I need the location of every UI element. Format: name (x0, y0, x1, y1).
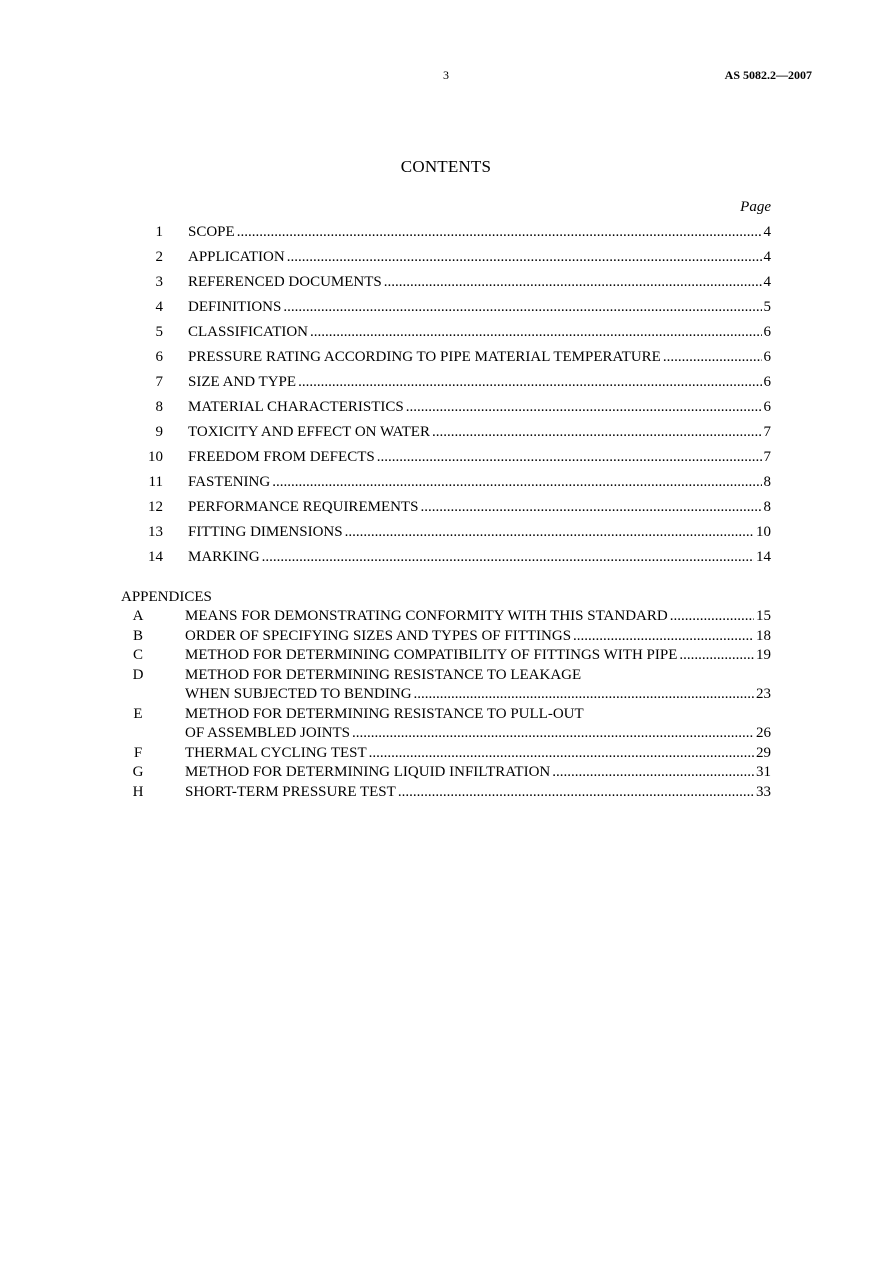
section-title: APPLICATION (188, 249, 285, 265)
dot-leader (237, 220, 762, 245)
dot-leader (310, 320, 761, 345)
appendix-title: ORDER OF SPECIFYING SIZES AND TYPES OF FITTINGS (185, 627, 572, 644)
appendices-heading: APPENDICES (121, 589, 212, 605)
appendix-page: 31 (756, 764, 771, 780)
section-number: 4 (155, 299, 163, 315)
dot-leader (679, 646, 754, 666)
section-number: 9 (155, 424, 163, 440)
appendix-page: 33 (756, 783, 771, 800)
section-title: CLASSIFICATION (188, 324, 309, 340)
dot-leader (298, 370, 761, 395)
section-page: 7 (763, 449, 771, 465)
dot-leader (287, 245, 762, 270)
section-page: 5 (763, 299, 771, 315)
toc-entry[interactable] (0, 545, 892, 570)
toc-entry[interactable] (0, 420, 892, 445)
dot-leader (262, 545, 754, 570)
section-number: 10 (148, 449, 163, 465)
appendix-page: 23 (756, 686, 771, 702)
section-title: SIZE AND TYPE (188, 374, 297, 390)
section-page: 6 (763, 324, 771, 340)
appendix-page: 15 (756, 608, 771, 624)
appendix-title: METHOD FOR DETERMINING COMPATIBILITY OF FITTINGS WITH PIPE (185, 647, 678, 663)
standard-number: AS 5082.2—2007 (724, 68, 812, 82)
dot-leader (406, 395, 762, 420)
appendix-page: 29 (756, 744, 771, 761)
section-number: 5 (155, 324, 163, 340)
dot-leader (663, 345, 762, 370)
dot-leader (345, 520, 754, 545)
appendix-title: OF ASSEMBLED JOINTS (185, 725, 351, 741)
page-column-label: Page (740, 199, 771, 215)
section-number: 13 (148, 524, 163, 540)
page-title: CONTENTS (400, 157, 492, 176)
section-number: 14 (148, 549, 163, 565)
page-number: 3 (443, 68, 449, 82)
dot-leader (352, 724, 754, 744)
toc-entry[interactable] (0, 345, 892, 370)
section-number: 12 (148, 499, 163, 515)
appendix-letter: F (133, 744, 143, 761)
dot-leader (670, 607, 754, 627)
dot-leader (283, 295, 761, 320)
appendix-title: METHOD FOR DETERMINING LIQUID INFILTRATION (185, 764, 551, 780)
section-title: DEFINITIONS (188, 299, 282, 315)
appendix-page: 26 (756, 725, 771, 741)
section-title: MARKING (188, 549, 260, 565)
appendix-title-line1: METHOD FOR DETERMINING RESISTANCE TO LEAKAGE (185, 666, 582, 683)
section-page: 4 (763, 274, 771, 290)
section-title: FREEDOM FROM DEFECTS (188, 449, 375, 465)
dot-leader (420, 495, 761, 520)
section-title: REFERENCED DOCUMENTS (188, 274, 382, 290)
toc-entry[interactable] (0, 445, 892, 470)
dot-leader (369, 744, 754, 764)
toc-entry[interactable] (0, 270, 892, 295)
dot-leader (432, 420, 762, 445)
toc-entry[interactable] (0, 320, 892, 345)
appendix-letter: A (132, 608, 144, 624)
section-title: MATERIAL CHARACTERISTICS (188, 399, 404, 415)
section-number: 1 (155, 224, 163, 240)
section-title: PERFORMANCE REQUIREMENTS (188, 499, 419, 515)
dot-leader (272, 470, 761, 495)
appendix-page: 19 (756, 647, 771, 663)
dot-leader (398, 783, 754, 803)
section-page: 8 (763, 499, 771, 515)
section-page: 6 (763, 399, 771, 415)
appendix-title: SHORT-TERM PRESSURE TEST (185, 783, 396, 800)
section-page: 8 (763, 474, 771, 490)
toc-entry[interactable] (0, 245, 892, 270)
section-number: 8 (155, 399, 163, 415)
appendix-letter: D (132, 666, 144, 683)
section-title: PRESSURE RATING ACCORDING TO PIPE MATERIAL TEMPERATURE (188, 349, 661, 365)
appendix-title-line1: METHOD FOR DETERMINING RESISTANCE TO PULL-OUT (185, 705, 584, 722)
section-page: 7 (763, 424, 771, 440)
section-number: 11 (148, 474, 163, 490)
section-number: 2 (155, 249, 163, 265)
toc-entry[interactable] (0, 295, 892, 320)
appendix-title: MEANS FOR DEMONSTRATING CONFORMITY WITH THIS STANDARD (185, 608, 668, 624)
dot-leader (414, 685, 754, 705)
section-number: 6 (155, 349, 163, 365)
section-number: 3 (155, 274, 163, 290)
appendix-page: 18 (756, 627, 771, 644)
toc-entry[interactable] (0, 495, 892, 520)
section-title: FASTENING (188, 474, 271, 490)
appendix-letter: H (132, 783, 144, 800)
dot-leader (552, 763, 754, 783)
section-title: FITTING DIMENSIONS (188, 524, 343, 540)
toc-entry[interactable] (0, 470, 892, 495)
section-page: 14 (756, 549, 771, 565)
toc-entry[interactable] (0, 520, 892, 545)
appendix-letter: B (132, 627, 143, 644)
appendix-letter: E (133, 705, 143, 722)
section-page: 6 (763, 374, 771, 390)
appendix-letter: C (132, 647, 143, 663)
section-page: 10 (756, 524, 771, 540)
dot-leader (377, 445, 762, 470)
section-number: 7 (155, 374, 163, 390)
appendix-title: WHEN SUBJECTED TO BENDING (185, 686, 412, 702)
section-page: 6 (763, 349, 771, 365)
toc-entry[interactable] (0, 370, 892, 395)
section-title: TOXICITY AND EFFECT ON WATER (188, 424, 430, 440)
appendix-letter: G (132, 764, 144, 780)
toc-entry[interactable] (0, 220, 892, 245)
section-title: SCOPE (188, 224, 235, 240)
dot-leader (573, 627, 754, 647)
section-page: 4 (763, 249, 771, 265)
section-page: 4 (763, 224, 771, 240)
appendix-title: THERMAL CYCLING TEST (185, 744, 367, 761)
toc-entry[interactable] (0, 395, 892, 420)
dot-leader (384, 270, 762, 295)
